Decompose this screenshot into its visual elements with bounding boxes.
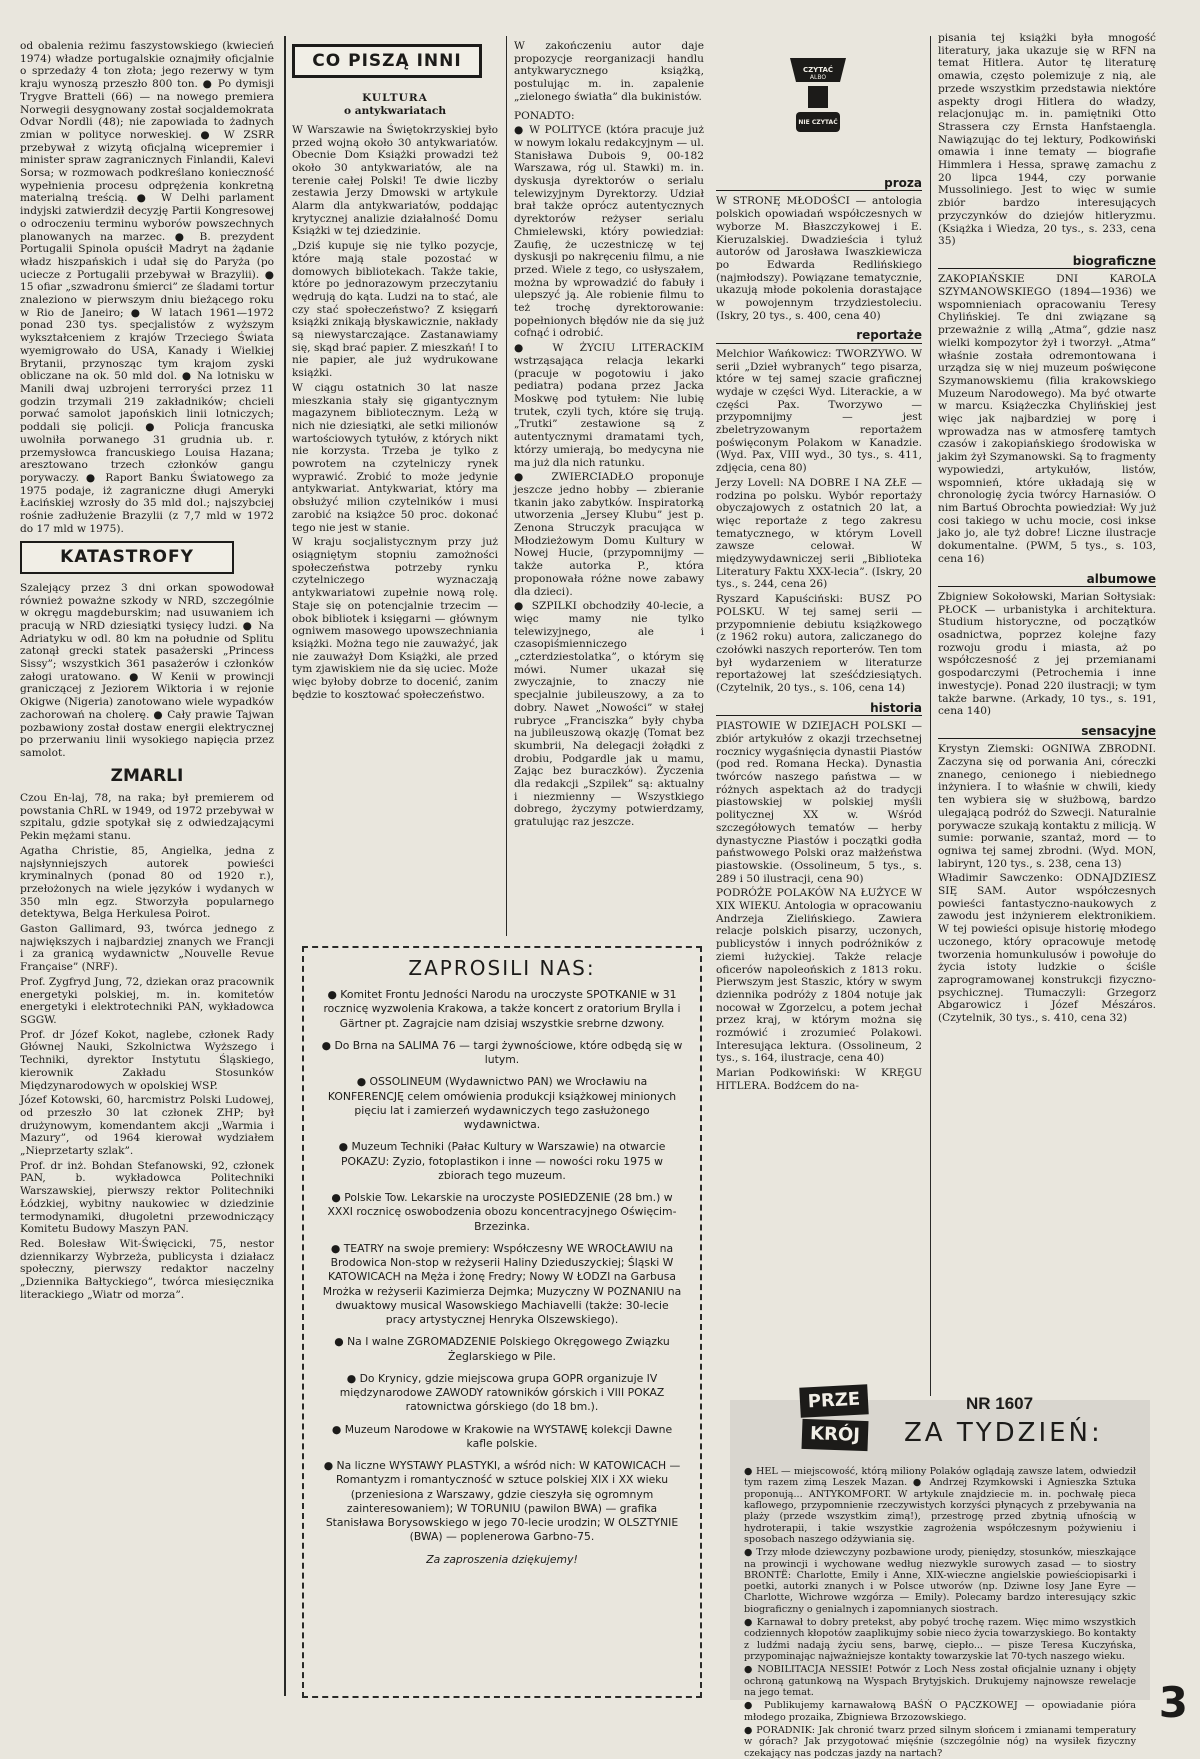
proza-tag: proza bbox=[716, 176, 922, 191]
zaprosili-closing: Za zaproszenia dziękujemy! bbox=[426, 1552, 578, 1566]
zmarli-heading: ZMARLI bbox=[110, 765, 184, 786]
news-intro: od obalenia reżimu faszystowskiego (kwiecień 1974) władze portugalskie oznajmiły oficjalnie o sprzedaży 4 ton złota; jego rezerwy w tym kraju wynoszą przeszło 800 ton. ● Po dymisji Trygve Bratteli (66) — na nowego premiera Norwegii desygnowany został socjaldemokrata Odvar Nordli (48); nie zapowiada to żadnych zmian w polityce norweskiej. ● W ZSRR przebywał z wizytą oficjalną wicepremier i minister spraw zagranicznych Finlandii, Kalevi Sorsa; w rozmowach podkreślano konieczność wypełnienia procesu odprężenia konkretną materialną treścią. ● W Delhi parlament indyjski zatwierdził decyzję Partii Kongresowej o odroczeniu terminu wyborów powszechnych planowanych na marzec. ● B. prezydent Portugalii Spinola opuścił Madryt na żądanie władz hiszpańskich i udał się do Paryża (po uciecze z Portugalii przebywał w Brazylii). ● 15 ofiar „szwadronu śmierci” ze śladami tortur znaleziono w pierwszym dniu bieżącego roku w Rio de Janeiro; ● W latach 1961—1972 ponad 230 tys. specjalistów z wyższym wykształceniem z krajów Trzeciego Świata wyemigrowało do USA, Kanady i Wielkiej Brytanii, przynosząc tym krajom zyski obliczane na ok. 50 mld dol. ● Na lotnisku w Manili dwaj uzbrojeni terroryści przez 11 godzin trzymali 219 zakładników; chcieli porwać samolot japońskich linii lotniczych; poddali się policji. ● Policja francuska uwolniła porwanego 31 grudnia ub. r. przemysłowca francuskiego Louisa Hazana; aresztowano trzech członków gangu porywaczy. ● Raport Banku Światowego za 1975 podaje, iż zagraniczne długi Ameryki Łacińskiej wzrosły do 35 mld dol.; najszybciej rośnie zadłużenie Brazylii (z 7,7 mld w 1972 do 17 mld w 1975). bbox=[20, 40, 274, 535]
kultura-paragraph: „Dziś kupuje się nie tylko pozycje, które mają stale pozostać w domowych bibliotekach. Także takie, które po jednorazowym przeczytaniu wędrują do kąta. Ludzi na to stać, ale czy stać społeczeństwo? Z księgarń książki znikają błyskawicznie, nakłady są niewystarczające. Zastanawiamy się, skąd brać papier. Z mieszkań! I to nie papier, ale już wydrukowane książki. bbox=[292, 240, 498, 380]
column-rule bbox=[506, 36, 507, 936]
historia-tag: historia bbox=[716, 701, 922, 716]
page-number: 3 bbox=[1158, 1678, 1188, 1727]
review-item: Krystyn Ziemski: OGNIWA ZBRODNI. Zaczyna się od porwania Ani, córeczki znanego, cenionego i niebiednego inżyniera. I to właśnie w chwili, kiedy ten wybiera się w służbową, bardzo ulegającą podróż do Szwecji. Naturalnie porywacze szukają kontaktu z milicją. W sumie: porwanie, szantaż, mord — to ogniwa tej samej zbrodni. (Wyd. MON, labirynt, 120 tys., s. 238, cena 13) bbox=[938, 743, 1156, 870]
preview-item: ● Trzy młode dziewczyny pozbawione urody, pieniędzy, stosunków, mieszkające na prowincji i wychowane według niezwykle surowych zasad — to siostry BRONTË: Charlotte, Emily i Anne, XIX-wieczne angielskie powieściopisarki i poetki, autorki znanych i w Polsce utworów (np. Dziwne losy Jane Eyre — Charlotte, Wichrowe wzgórza — Emily). Polecamy bardzo interesujący szkic biograficzny o genialnych i zapomnianych siostrach. bbox=[744, 1547, 1136, 1615]
column-rule bbox=[284, 36, 286, 1696]
invitation-item: ● OSSOLINEUM (Wydawnictwo PAN) we Wrocławiu na KONFERENCJĘ celem omówienia produkcji książkowej minionych pięciu lat i zamierzeń wydawniczych tego zasłużonego wydawnictwa. bbox=[327, 1075, 677, 1131]
preview-item: ● Karnawał to dobry pretekst, aby pobyć trochę razem. Więc mimo wszystkich codziennych kłopotów zaaplikujmy sobie nieco życia towarzyskiego. Bo kontakty z ludźmi nadają życiu sens, barwę, ciepło... — pisze Teresa Kuczyńska, przypominając najważniejsze kontakty towarzyskie lat 70-tych naszego wieku. bbox=[744, 1617, 1136, 1662]
column-ponadto bbox=[514, 40, 704, 940]
zaprosili-heading: ZAPROSILI NAS: bbox=[408, 956, 596, 980]
obituary-item: Józef Kotowski, 60, harcmistrz Polski Ludowej, od przeszło 30 lat członek ZHP; był drużynowym, komendantem akcji „Warmia i Mazury”, od 1964 kierował wydziałem „Nieprzetarty szlak”. bbox=[20, 1094, 274, 1158]
review-item: PODRÓŻE POLAKÓW NA ŁUŻYCE W XIX WIEKU. Antologia w opracowaniu Andrzeja Zielińskiego. Zawiera relacje polskich pisarzy, uczonych, publicystów i innych podróżników z ziemi łużyckiej. Także relacje oficerów napoleońskich z 1813 roku. Pierwszym jest Staszic, który w swym dziennika podróży z 1804 notuje jak nocował w Zgorzelcu, a potem jechał przez kraj, w którym można się rozmówić i zrozumieć Polakowi. Interesująca lektura. (Ossolineum, 2 tys., s. 164, ilustracje, cena 40) bbox=[716, 887, 922, 1065]
invitation-item: ● Komitet Frontu Jedności Narodu na uroczyste SPOTKANIE w 31 rocznicę wyzwolenia Krakowa, a także koncert z oratorium Brylla i Gärtner pt. Zagrajcie nam dzisiaj wszystkie srebrne dzwony. bbox=[323, 988, 681, 1030]
obituary-item: Red. Bolesław Wit-Święcicki, 75, nestor dziennikarzy Wybrzeża, publicysta i działacz społeczny, pierwszy redaktor naczelny „Dziennika Bałtyckiego”, twórca miesięcznika literackiego „Wiatr od morza”. bbox=[20, 1237, 274, 1301]
issue-number: NR 1607 bbox=[966, 1394, 1034, 1413]
column-book-reviews-continued bbox=[938, 32, 1156, 1392]
column-news bbox=[20, 40, 274, 1720]
reportaze-tag: reportaże bbox=[716, 328, 922, 343]
kultura-subheading: o antykwariatach bbox=[343, 105, 447, 118]
obituary-item: Gaston Gallimard, 93, twórca jednego z największych i najbardziej znanych we Francji i za granicą wydawnictw „Nouvelle Revue Française” (NRF). bbox=[20, 923, 274, 974]
review-item: Zbigniew Sokołowski, Marian Sołtysiak: PŁOCK — urbanistyka i architektura. Studium historyczne, od początków osadnictwa, poprzez kolejne fazy rozwoju grodu i miasta, aż po współczesność z jej przemianami gospodarczymi (Petrochemia i inne inwestycje). Ponad 220 ilustracji; w tym także barwne. (Arkady, 10 tys., s. 191, cena 140) bbox=[938, 590, 1156, 718]
preview-item: ● HEL — miejscowość, którą miliony Polaków oglądają zawsze latem, odwiedził tym razem zimą Leszek Mazan. ● Andrzej Rzymkowski i Agnieszka Sztuka proponują... ANTYKOMFORT. W artykule znajdziecie m. in. pochwałę pieca kaflowego, przypomnienie rzeczywistych korzyści płynących z przebywania na plaży (przede wszystkim zimą!), przestrogę przed zbytnią ufnością w hydroterapii, i takie wszystkie zagrożenia współczesnym pożywieniu i sposobach naszego odżywiania się. bbox=[744, 1466, 1136, 1545]
invitation-item: ● Muzeum Narodowe w Krakowie na WYSTAWĘ kolekcji Dawne kafle polskie. bbox=[331, 1422, 673, 1450]
invitation-item: ● Do Brna na SALIMA 76 — targi żywnościowe, które odbędą się w lutym. bbox=[321, 1038, 683, 1066]
ponadto-intro: W zakończeniu autor daje propozycje reorganizacji handlu antykwarycznego książką, postulując m. in. zapalenie „zielonego światła” dla bukinistów. bbox=[514, 40, 704, 103]
obituary-item: Prof. dr inż. Bohdan Stefanowski, 92, członek PAN, b. wykładowca Politechniki Warszawskiej, pierwszy rektor Politechniki Łódzkiej, wybitny naukowiec w dziedzinie termodynamiki, długoletni przewodniczący Komitetu Budowy Maszyn PAN. bbox=[20, 1159, 274, 1236]
co-pisza-inni-heading: CO PISZĄ INNI bbox=[292, 44, 482, 78]
albumowe-tag: albumowe bbox=[938, 572, 1156, 587]
invitation-item: ● TEATRY na swoje premiery: Współczesny WE WROCŁAWIU na Brodowica Non-stop w reżyserii Haliny Dzieduszyckiej; Śląski W KATOWICACH na Męża i żonę Fredry; Nowy W ŁODZI na Garbusa Mrożka w reżyserii Kazimierza Dejmka; Muzyczny W POZNANIU na dwuaktowy musical Wasowskiego Machiavelli (także: 30-lecie pracy artystycznej Henryka Olszewskiego). bbox=[322, 1241, 682, 1326]
ponadto-item: ● W POLITYCE (która pracuje już w nowym lokalu redakcyjnym — ul. Stanisława Dubois 9, 00-182 Warszawa, róg ul. Stawki) m. in. dyskusja dyrektorów o serialu telewizyjnym Dyrektorzy. Udział brał także oprócz autentycznych dyrektorów reżyser serialu Chmielewski, który powiedział: Zaufię, że uczestniczę w tej dyskusji po nakręceniu filmu, a nie przed. Wiele z tego, co usłyszałem, można by wprowadzić do fabuły i ulepszyć ją. Ale robienie filmu to też trochę dyrektorowanie: popełnionych błędów nie da się już cofnąć i odrobić. bbox=[514, 124, 704, 340]
review-item: Marian Podkowiński: W KRĘGU HITLERA. Bodźcem do na- bbox=[716, 1067, 922, 1092]
katastrofy-text: Szalejący przez 3 dni orkan spowodował również poważne szkody w NRD, szczególnie w okręgu magdeburskim; nad usuwaniem ich pracują w NRD dziesiątki tysięcy ludzi. ● Na Adriatyku w odl. 80 km na południe od Splitu zatonął grecki statek pasażerski „Princess Sissy”; wszystkich 361 pasażerów i członków załogi uratowano. ● W Kenii w prowincji graniczącej z Jeziorem Wiktoria i w rejonie Okigwe (Nigeria) zanotowano wiele wypadków zachorowań na cholerę. ● Cały prawie Tajwan pozbawiony został dostaw energii elektrycznej po przerwaniu linii wysokiego napięcia przez samolot. bbox=[20, 581, 274, 759]
ponadto-item: ● SZPILKI obchodziły 40-lecie, a więc mamy nie tylko telewizyjnego, ale i czasopiśmienniczego „czterdziestolatka”, o którym się mówi. Numer ukazał się zwyczajnie, to znaczy nie specjalnie jubileuszowy, a za to dobry. Nawet „Nowości” w stałej rubryce „Franciszka” były chyba na jubileuszową okazję (Tomat bez skumbrii, Na delegacji żołądki z drobiu, Podgardle jak u mamu, Zając bez buraczków). Życzenia dla redakcji „Szpilek” są: aktualny i niezmienny — Wszystkiego dobrego, życzymy potwierdzamy, gratulując raz jeszcze. bbox=[514, 600, 704, 829]
svg-text:ALBO: ALBO bbox=[809, 74, 827, 81]
preview-item: ● Publikujemy karnawałową BAŚŃ O PĄCZKOWEJ — opowiadanie pióra młodego prozaika, Zbigniewa Brzozowskiego. bbox=[744, 1700, 1136, 1723]
review-item: Ryszard Kapuściński: BUSZ PO POLSKU. W tej samej serii — przypomnienie debiutu książkowego (z 1962 roku) autora, zaliczanego do czołówki naszych reporterów. Ten tom był wydarzeniem w literaturze reportażowej lat sześćdziesiątych. (Czytelnik, 20 tys., s. 106, cena 14) bbox=[716, 593, 922, 695]
obituary-item: Prof. dr Józef Kokot, naglebe, członek Rady Głównej Nauki, Szkolnictwa Wyższego i Techniki, dyrektor Instytutu Śląskiego, kierownik Zakładu Stosunków Międzynarodowych w opolskiej WSP. bbox=[20, 1028, 274, 1092]
ponadto-item: ● W ŻYCIU LITERACKIM wstrząsająca relacja lekarki (pracuje w pogotowiu i jako pediatra) podana przez Jacka Moskwę pod tytułem: Nie lubię trutek, czyli tych, które się trują. „Trutki” zestawione są z autentycznymi dramatami tych, którzy umierają, bo medycyna nie ma już dla nich ratunku. bbox=[514, 342, 704, 469]
invitation-item: ● Na I walne ZGROMADZENIE Polskiego Okręgowego Związku Żeglarskiego w Pile. bbox=[334, 1335, 670, 1363]
svg-text:CZYTAĆ: CZYTAĆ bbox=[802, 66, 834, 74]
obituary-item: Czou En-laj, 78, na raka; był premierem od powstania ChRL w 1949, od 1972 przebywał w szpitalu, gdzie spotykał się z odwiedzającymi Pekin mężami stanu. bbox=[20, 792, 274, 843]
przekroj-stamp-top: PRZE bbox=[799, 1384, 868, 1418]
review-item: ZAKOPIAŃSKIE DNI KAROLA SZYMANOWSKIEGO (1894—1936) we wspomnieniach opracowaniu Teresy Chylińskiej. Te dni związane są przeważnie z willą „Atma”, gdzie nasz wielki kompozytor żył i tworzył. „Atma” właśnie została odremontowana i urządza się w niej muzeum poświęcone Szymanowskiemu (filia krakowskiego Muzeum Narodowego). Ma być otwarte w marcu. Książeczka Chylińskiej jest więc jak najbardziej w porę i wprowadza nas w atmosferę tamtych czasów i zakopiańskiego środowiska w jakim żył Szymanowski. Są to fragmenty wypowiedzi, artykułów, listów, wspomnień, które układają się w chronologię życia twórcy Harnasiów. O nim Bartuś Obrochta powiedział: Wy już cosi takiego w uchu mocie, cosi inkse jako jo, ale tyż dobre! Liczne ilustracje dokumentalne. (PWM, 5 tys., s. 103, cena 16) bbox=[938, 273, 1156, 565]
kultura-paragraph: W kraju socjalistycznym przy już osiągniętym stopniu zamożności społeczeństwa potrzeby rynku czytelniczego wyznaczają antykwariatowi zupełnie nową rolę. Staje się on potencjalnie trzecim — obok bibliotek i księgarni — głównym ogniwem masowego upowszechniania książki. Można tego nie zauważyć, jak nie zauważył Dom Książki, ale przed tym zjawiskiem nie da się uciec. Może więc byłoby dobrze to docenić, zanim będzie to kosztować społeczeństwo. bbox=[292, 536, 498, 701]
review-item: PIASTOWIE W DZIEJACH POLSKI — zbiór artykułów z okazji trzechsetnej rocznicy wygaśnięcia dynastii Piastów (pod red. Romana Hecka). Dynastia twórców naszego państwa — w różnych aspektach aż do tradycji piastowskiej w polskiej myśli politycznej XX w. Wśród szczegółowych tematów — herby dynastyczne Piastów i początki godła państwowego Polski oraz małżeństwa piastowskie. (Ossolineum, 5 tys., s. 289 i 50 ilustracji, cena 90) bbox=[716, 720, 922, 885]
column-book-reviews bbox=[716, 170, 922, 1395]
katastrofy-heading: KATASTROFY bbox=[20, 541, 234, 573]
kultura-heading: KULTURA bbox=[362, 92, 428, 105]
review-item: Melchior Wańkowicz: TWORZYWO. W serii „Dzieł wybranych” tego pisarza, które w tej samej szacie graficznej wydaje w części Wyd. Literackie, a w części Pax. Tworzywo — przypomnijmy — jest zbeletryzowanym reportażem poświęconym Polakom w Kanadzie. (Wyd. Pax, VIII wyd., 30 tys., s. 411, zdjęcia, cena 80) bbox=[716, 347, 922, 475]
obituary-item: Prof. Zygfryd Jung, 72, dziekan oraz pracownik energetyki polskiej, m. in. komitetów energetyki i elektrotechniki PAN, wykładowca SGGW. bbox=[20, 975, 274, 1026]
przekroj-stamp-bottom: KRÓJ bbox=[801, 1419, 868, 1451]
kultura-paragraph: W Warszawie na Świętokrzyskiej było przed wojną około 30 antykwariatów. Obecnie Dom Książki prowadzi też około 30 antykwariatów, ale na terenie całej Polski! Te dwie liczby zestawia Jerzy Dmowski w artykule Alarm dla antykwariatów, poddając krytycznej analizie działalność Domu Książki w tej dziedzinie. bbox=[292, 123, 498, 238]
sensacyjne-tag: sensacyjne bbox=[938, 724, 1156, 739]
review-item: pisania tej książki była mnogość literatury, jaka ukazuje się w RFN na temat Hitlera. Autor tę literaturę omawia, często polemizuje z nią, ale przede wszystkim przedstawia niektóre aspekty drogi Hitlera do władzy, relacjonując m. in. pamiętniki Otto Strassera czy Ernsta Hanfstaengla. Nawiązując do tej lektury, Podkowiński omawia i inne tematy — biografie Himmlera i Hessa, sprawę zamachu z 20 lipca 1944, czy porwanie Mussoliniego. Jest to więc w sumie zbiór bardzo interesujących przyczynków do dziejów hitleryzmu. (Książka i Wiedza, 20 tys., s. 233, cena 35) bbox=[938, 32, 1156, 248]
column-co-pisza-inni bbox=[292, 40, 498, 940]
svg-text:NIE CZYTAĆ: NIE CZYTAĆ bbox=[798, 119, 838, 126]
invitation-item: ● Muzeum Techniki (Pałac Kultury w Warszawie) na otwarcie POKAZU: Zyzio, fotoplastikon i inne — nowości roku 1975 w zbiorach tego muzeum. bbox=[338, 1140, 666, 1182]
column-rule bbox=[930, 36, 931, 1396]
ponadto-item: ● ZWIERCIADŁO proponuje jeszcze jedno hobby — zbieranie tkanin jako zabytków. Inspiratorką utworzenia „Jersey Klubu” jest p. Zenona Struczyk pracująca w Młodzieżowym Domu Kultury w Nowej Hucie, (przypomnijmy — także autorka P., która proponowała różne nowe zabawy dla dzieci). bbox=[514, 471, 704, 598]
za-tydzien-text bbox=[744, 1466, 1136, 1759]
review-item: Jerzy Lovell: NA DOBRE I NA ZŁE — rodzina po polsku. Wybór reportaży obyczajowych z ostatnich 20 lat, a więc reportaże z tego zakresu tematycznego, w którym Lovell zawsze celował. W międzywydawniczej serii „Biblioteka Literatury Faktu XXX-lecia”. (Iskry, 20 tys., s. 244, cena 26) bbox=[716, 476, 922, 591]
za-tydzien-heading: ZA TYDZIEŃ: bbox=[904, 1418, 1103, 1448]
invitation-item: ● Polskie Tow. Lekarskie na uroczyste POSIEDZENIE (28 bm.) w XXXI rocznicę oswobodzenia obozu koncentracyjnego Oświęcim-Brzezinka. bbox=[327, 1191, 677, 1233]
preview-item: ● PORADNIK: Jak chronić twarz przed silnym słońcem i zmianami temperatury w górach? Jak przygotować mięśnie (szczególnie nóg) na wysiłek fizyczny czekający nas podczas jazdy na nartach? bbox=[744, 1724, 1136, 1759]
czytac-logo-icon bbox=[782, 52, 854, 136]
preview-item: ● NOBILITACJA NESSIE! Potwór z Loch Ness został oficjalnie uznany i objęty ochroną gatunkową na Wyspach Brytyjskich. Drukujemy najnowsze rewelacje na jego temat. bbox=[744, 1664, 1136, 1698]
invitation-item: ● Na liczne WYSTAWY PLASTYKI, a wśród nich: W KATOWICACH — Romantyzm i romantyczność w sztuce polskiej XIX i XX wieku (przeniesiona z Warszawy, gdzie cieszyła się ogromnym zainteresowaniem); W TORUNIU (pawilon BWA) — grafika Stanisława Borysowskiego w jego 70-lecie urodzin; W OLSZTYNIE (BWA) — poplenerowa Garbno-75. bbox=[323, 1459, 681, 1544]
review-item: W STRONĘ MŁODOŚCI — antologia polskich opowiadań współczesnych w wyborze M. Błaszczykowej i E. Kieruzalskiej. Dwadzieścia i tyluż autorów od Jarosława Iwaszkiewicza po Edwarda Redlińskiego (najmłodszy). Powiązane tematycznie, ukazują młode pokolenia dorastające w powojennym trzydziestoleciu. (Iskry, 20 tys., s. 400, cena 40) bbox=[716, 195, 922, 322]
review-item: Władimir Sawczenko: ODNAJDZIESZ SIĘ SAM. Autor współczesnych powieści fantastyczno-naukowych z zawodu jest inżynierem elektronikiem. W tej powieści opisuje historię młodego uczonego, który opracowuje metodę tworzenia homunkulusów i powołuje do życia istoty ludzkie o ściśle zaprogramowanej konstrukcji fizyczno-psychicznej. Tłumaczyli: Grzegorz Abgarowicz i Józef Mészáros. (Czytelnik, 30 tys., s. 410, cena 32) bbox=[938, 872, 1156, 1025]
zaprosili-box bbox=[302, 946, 702, 1698]
invitation-item: ● Do Krynicy, gdzie miejscowa grupa GOPR organizuje IV międzynarodowe ZAWODY ratowników górskich i VIII POKAZ ratownictwa górskiego (do 18 bm.). bbox=[339, 1371, 665, 1414]
obituary-item: Agatha Christie, 85, Angielka, jedna z najsłynniejszych autorek powieści kryminalnych (ponad 80 od 1920 r.), przełożonych na wiele języków i wydanych w 350 mln egz. Stworzyła popularnego detektywa, Belga Herkulesa Poirot. bbox=[20, 844, 274, 921]
biograficzne-tag: biograficzne bbox=[938, 254, 1156, 269]
kultura-paragraph: W ciągu ostatnich 30 lat nasze mieszkania stały się gigantycznym magazynem bibliotecznym. Leżą w nich nie dziesiątki, ale setki milionów wartościowych tytułów, z których nikt nie korzysta. Trzeba je tylko z powrotem na czytelniczy rynek wyprawić. Zrobić to może jedynie antykwariat. Antykwariat, który ma obsłużyć milion czytelników i musi zarobić na książce 50 proc. dokonać tego nie jest w stanie. bbox=[292, 381, 498, 534]
ponadto-heading: PONADTO: bbox=[514, 109, 575, 122]
